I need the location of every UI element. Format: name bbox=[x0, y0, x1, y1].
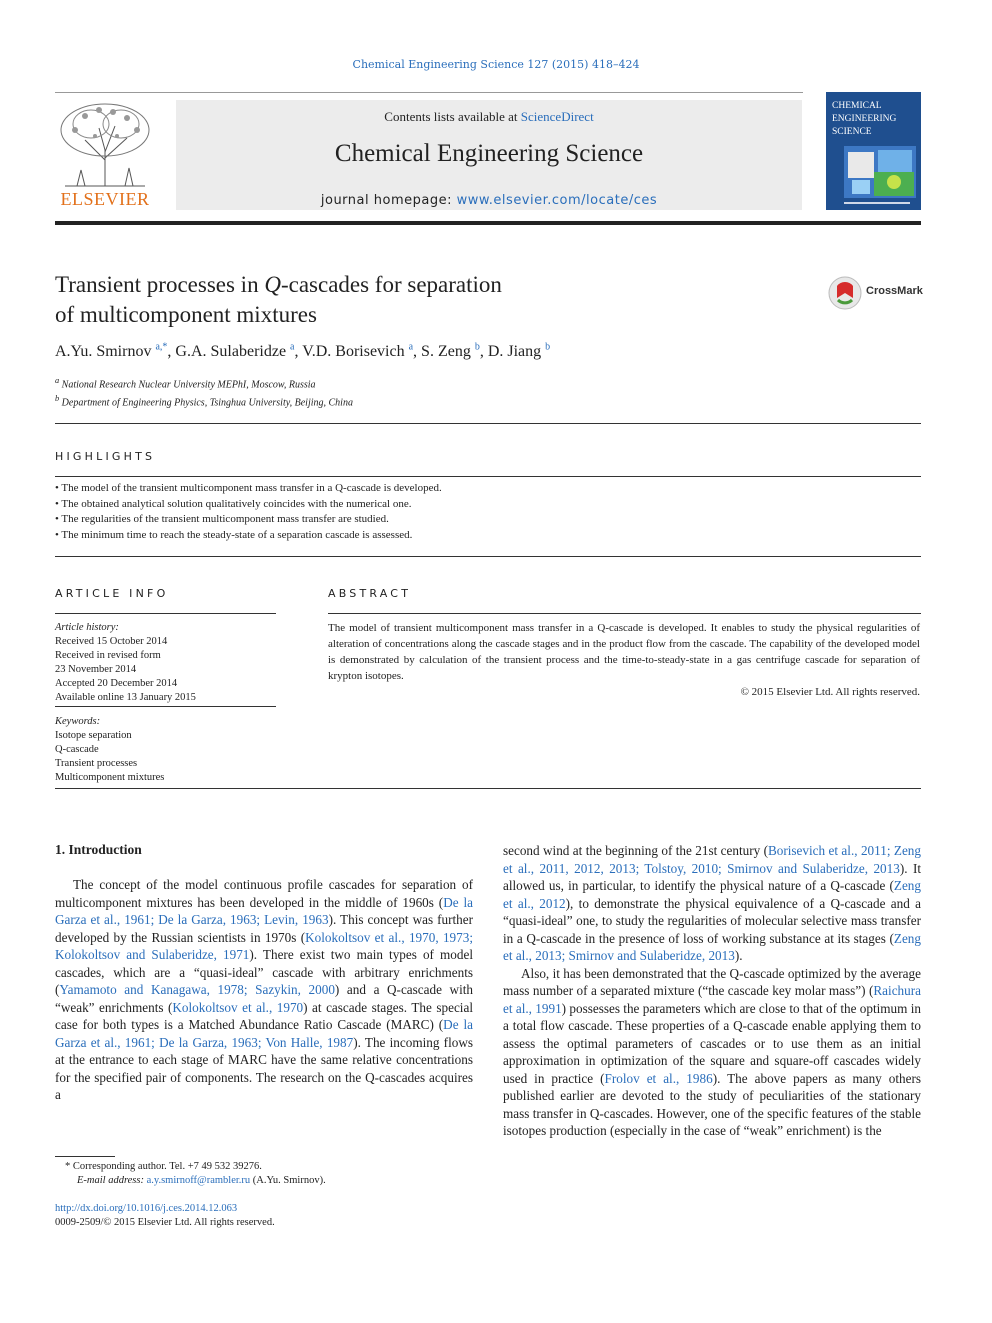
sciencedirect-link[interactable]: ScienceDirect bbox=[520, 109, 594, 124]
affiliation bbox=[55, 392, 353, 410]
journal-header bbox=[176, 100, 802, 210]
citation-link[interactable]: Raichura et al., 1991 bbox=[503, 983, 921, 1016]
abstract-copyright: © 2015 Elsevier Ltd. All rights reserved. bbox=[740, 686, 920, 698]
footnotes bbox=[55, 1160, 326, 1188]
highlight-item: • The regularities of the transient multicomponent mass transfer are studied. bbox=[55, 513, 389, 525]
elsevier-logo[interactable] bbox=[55, 100, 155, 210]
crossmark-icon bbox=[828, 276, 862, 310]
cover-footer-rule bbox=[844, 202, 910, 204]
divider bbox=[55, 788, 921, 789]
paragraph-text: ) and a Q-cascade with “weak” enrichments ( bbox=[55, 982, 473, 1015]
divider bbox=[55, 613, 276, 614]
paragraph-text: ) at cascade stages. The special case for both types is a Matched Abundance Ratio Cascade (MARC) ( bbox=[55, 999, 473, 1032]
author-name: V.D. Borisevich bbox=[302, 343, 405, 361]
history-item: 23 November 2014 bbox=[55, 664, 137, 675]
divider bbox=[55, 476, 921, 477]
citation-link[interactable]: Zeng et al., 2013; Smirnov and Sulaberidze, 2013 bbox=[503, 930, 921, 963]
author[interactable] bbox=[421, 343, 488, 360]
homepage-prefix: journal homepage: bbox=[320, 193, 457, 208]
title-text: of multicomponent mixtures bbox=[55, 302, 317, 327]
corresponding-author-note: * Corresponding author. Tel. +7 49 532 39276. bbox=[65, 1161, 262, 1172]
author[interactable] bbox=[175, 343, 302, 360]
paragraph-text: second wind at the beginning of the 21st century ( bbox=[503, 843, 768, 858]
author[interactable] bbox=[302, 343, 421, 360]
divider bbox=[328, 613, 921, 614]
paragraph-text: Also, it has been demonstrated that the Q-cascade optimized by the average mass number of a separated mixture (“the cascade key molar mass”) ( bbox=[503, 965, 921, 998]
citation-link[interactable]: Yamamoto and Kanagawa, 1978; Sazykin, 2000 bbox=[59, 982, 335, 997]
intro-paragraph bbox=[503, 842, 921, 965]
keyword: Multicomponent mixtures bbox=[55, 772, 165, 783]
history-item: Accepted 20 December 2014 bbox=[55, 678, 178, 689]
citation-link[interactable]: Borisevich et al., 2011; Zeng et al., 2011, 2012, 2013; Tolstoy, 2010; Smirnov and Sulaberidze, 2013 bbox=[503, 843, 921, 876]
paragraph-text: ). The incoming flows at the entrance to each stage of MARC have the same relative concentrations for the specified pair of components. The research on the Q-cascades acquires a bbox=[55, 1034, 473, 1102]
keyword: Q-cascade bbox=[55, 744, 99, 755]
article-info-heading: ARTICLE INFO bbox=[55, 587, 169, 600]
keywords bbox=[55, 715, 276, 785]
doi-link[interactable]: http://dx.doi.org/10.1016/j.ces.2014.12.063 bbox=[55, 1203, 238, 1214]
highlights-list bbox=[55, 481, 921, 543]
affiliation-text: National Research Nuclear University MEPhI, Moscow, Russia bbox=[61, 379, 316, 391]
article-history bbox=[55, 621, 276, 705]
article-title bbox=[55, 270, 755, 330]
citation-link[interactable]: De la Garza et al., 1961; De la Garza, 1963; Von Halle, 1987 bbox=[55, 1017, 473, 1050]
journal-title: Chemical Engineering Science bbox=[334, 140, 644, 167]
contents-line bbox=[176, 109, 802, 125]
citation-link[interactable]: De la Garza et al., 1961; De la Garza, 1963; Levin, 1963 bbox=[55, 894, 473, 927]
affiliation-sup: a bbox=[55, 376, 60, 385]
issn-line: 0009-2509/© 2015 Elsevier Ltd. All rights reserved. bbox=[55, 1217, 275, 1228]
author-name: D. Jiang bbox=[487, 343, 542, 361]
title-q: Q bbox=[264, 272, 281, 297]
intro-paragraph bbox=[503, 965, 921, 1140]
intro-right-column bbox=[503, 842, 921, 1140]
author-separator: , bbox=[479, 343, 488, 361]
elsevier-wordmark: ELSEVIER bbox=[60, 189, 150, 209]
cover-title bbox=[832, 100, 896, 139]
paragraph-text: The concept of the model continuous profile cascades for separation of multicomponent mixtures has been developed in the middle of 1960s ( bbox=[55, 877, 473, 910]
author-affiliation-sup[interactable]: a bbox=[408, 342, 414, 353]
email-link[interactable]: a.y.smirnoff@rambler.ru bbox=[146, 1175, 251, 1186]
elsevier-tree-icon bbox=[55, 100, 155, 188]
title-text: -cascades for separation bbox=[280, 272, 502, 297]
doi-block bbox=[55, 1202, 275, 1230]
intro-heading: 1. Introduction bbox=[55, 842, 142, 857]
author-separator: , bbox=[294, 343, 303, 361]
paragraph-text: ). It allowed us, in particular, to identify the physical nature of a Q-cascade ( bbox=[503, 860, 922, 893]
email-suffix: (A.Yu. Smirnov). bbox=[250, 1175, 326, 1186]
email-note bbox=[55, 1174, 326, 1188]
title-text: Transient processes in bbox=[55, 272, 265, 297]
homepage-link[interactable]: www.elsevier.com/locate/ces bbox=[456, 193, 658, 208]
citation-link[interactable]: Zeng et al., 2012 bbox=[503, 878, 921, 911]
history-item: Available online 13 January 2015 bbox=[55, 692, 196, 703]
citation-link[interactable]: Kolokoltsov et al., 1970 bbox=[172, 999, 304, 1015]
cover-title-line: ENGINEERING bbox=[832, 114, 897, 124]
masthead-rule bbox=[55, 221, 921, 225]
author[interactable] bbox=[55, 343, 175, 360]
author[interactable] bbox=[488, 343, 550, 360]
masthead-top-rule bbox=[55, 92, 803, 93]
author-separator: , bbox=[413, 343, 422, 361]
journal-cover[interactable] bbox=[826, 92, 921, 210]
keyword: Transient processes bbox=[55, 758, 138, 769]
highlight-item: • The obtained analytical solution qualitatively coincides with the numerical one. bbox=[55, 497, 412, 510]
author-name: A.Yu. Smirnov bbox=[55, 343, 152, 361]
intro-paragraph bbox=[55, 876, 473, 1104]
intro-left-column bbox=[55, 876, 473, 1104]
history-item: Received in revised form bbox=[55, 650, 161, 661]
paragraph-text: ). This concept was further developed by the Russian scientists in 1970s ( bbox=[55, 912, 473, 945]
affiliations bbox=[55, 374, 353, 411]
divider bbox=[55, 556, 921, 557]
email-label: E-mail address: bbox=[77, 1175, 147, 1186]
paragraph-text: ). There exist two main types of model cascades, which are a “quasi-ideal” cascade with arbitrary enrichments ( bbox=[55, 947, 473, 997]
author-separator: , bbox=[167, 343, 176, 361]
crossmark-badge[interactable] bbox=[828, 276, 923, 310]
author-affiliation-sup[interactable]: b bbox=[474, 342, 480, 353]
author-name: G.A. Sulaberidze bbox=[175, 343, 287, 361]
highlight-item: • The minimum time to reach the steady-state of a separation cascade is assessed. bbox=[55, 528, 413, 541]
keywords-label: Keywords: bbox=[55, 716, 101, 727]
author-affiliation-sup[interactable]: b bbox=[545, 342, 551, 353]
footnote-rule bbox=[55, 1156, 115, 1157]
author-list bbox=[55, 342, 550, 361]
keyword: Isotope separation bbox=[55, 730, 132, 741]
divider bbox=[55, 423, 921, 424]
cover-title-line: SCIENCE bbox=[832, 127, 872, 137]
affiliation-text: Department of Engineering Physics, Tsinghua University, Beijing, China bbox=[61, 397, 353, 409]
contents-prefix: Contents lists available at bbox=[384, 109, 521, 124]
abstract bbox=[328, 620, 920, 700]
highlights-heading: HIGHLIGHTS bbox=[55, 450, 156, 463]
crossmark-label: CrossMark bbox=[866, 285, 923, 297]
author-affiliation-sup[interactable]: a,* bbox=[155, 342, 168, 353]
citation-link[interactable]: Frolov et al., 1986 bbox=[604, 1070, 713, 1086]
paragraph-text: ) possesses the parameters which are close to that of the optimum in a total flow cascade. These properties of a Q-cascade enable applying them to assess the optimal parameters of cascades or to use them as an initial approximation in optimization of the square and square-off cascades widely used in practice ( bbox=[503, 1000, 921, 1086]
abstract-heading: ABSTRACT bbox=[328, 587, 412, 600]
homepage-line bbox=[176, 193, 802, 208]
affiliation-sup: b bbox=[55, 394, 60, 404]
citation-link[interactable]: Kolokoltsov et al., 1970, 1973; Kolokoltsov and Sulaberidze, 1971 bbox=[55, 929, 473, 962]
author-affiliation-sup[interactable]: a bbox=[290, 342, 295, 353]
paragraph-text: ). The above papers as many others published earlier are devoted to the study of peculiarities of the stationary mass transfer in Q-cascades. However, one of the specific features of the stable isotopes production (especially in the case of “weak” enrichment) is the bbox=[503, 1070, 921, 1138]
divider bbox=[55, 706, 276, 707]
affiliation bbox=[55, 374, 353, 392]
paragraph-text: ). bbox=[734, 948, 743, 963]
highlight-item: • The model of the transient multicomponent mass transfer in a Q-cascade is developed. bbox=[55, 482, 442, 494]
journal-reference[interactable]: Chemical Engineering Science 127 (2015) 418–424 bbox=[352, 58, 640, 71]
paragraph-text: ), to demonstrate the physical equivalence of a Q-cascade and a “quasi-ideal” one, to study the regularities of molecular selective mass transfer in a Q-cascade in the presence of loss of working substance at its stages ( bbox=[503, 895, 921, 946]
abstract-body: The model of transient multicomponent mass transfer in a Q-cascade is developed. It enables to study the physical regularities of alteration of concentrations along the cascade stages and in the product flow from the cascade. The capability of the developed model is demonstrated by calculation of the transient process and the time-to-steady-state in a gas centrifuge cascade for separation of krypton isotopes. bbox=[328, 622, 920, 682]
author-name: S. Zeng bbox=[421, 343, 471, 361]
history-item: Received 15 October 2014 bbox=[55, 636, 168, 647]
history-label: Article history: bbox=[55, 622, 119, 633]
cover-artwork-icon bbox=[844, 146, 916, 198]
cover-title-line: CHEMICAL bbox=[832, 101, 882, 111]
